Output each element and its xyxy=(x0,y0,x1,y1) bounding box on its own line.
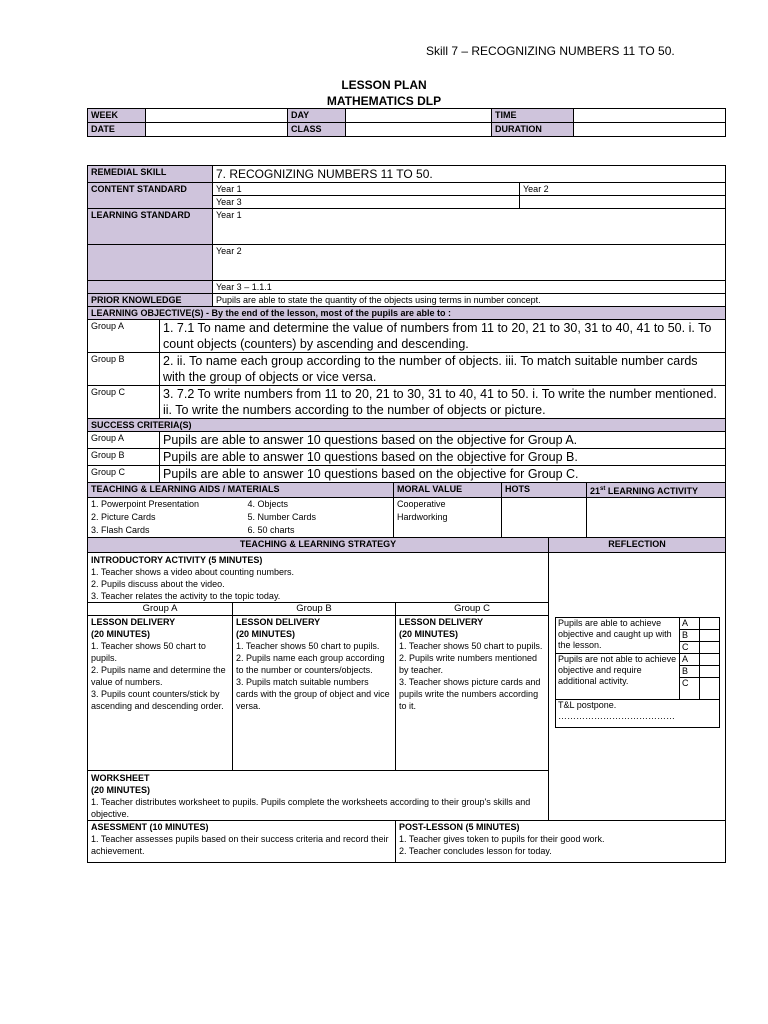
success-group-b-text: Pupils are able to answer 10 questions based on the objective for Group B. xyxy=(160,449,726,466)
objective-group-c-text: 3. 7.2 To write numbers from 11 to 20, 21 to 30, 31 to 40, 41 to 50. i. To write the number mentioned. ii. To write the numbers according to the number of objects or picture. xyxy=(160,386,726,419)
time-label: TIME xyxy=(492,109,574,123)
remedial-skill-value: 7. RECOGNIZING NUMBERS 11 TO 50. xyxy=(213,166,726,183)
introductory-activity: INTRODUCTORY ACTIVITY (5 MINUTES) 1. Teacher shows a video about counting numbers. 2. Pupils discuss about the video. 3. Teacher relates the activity to the topic today. xyxy=(88,553,549,603)
objective-group-a-label: Group A xyxy=(88,320,160,353)
content-standard-year2: Year 2 xyxy=(520,183,726,196)
reflection-not-achieved: Pupils are not able to achieve objective and require additional activity. xyxy=(556,654,680,700)
achieved-a-box[interactable] xyxy=(700,618,720,630)
reflection-header: REFLECTION xyxy=(549,538,726,553)
group-a-header: Group A xyxy=(88,603,233,616)
aids-header: TEACHING & LEARNING AIDS / MATERIALS xyxy=(88,483,394,498)
learning-objectives-header: LEARNING OBJECTIVE(S) - By the end of the lesson, most of the pupils are able to : xyxy=(88,307,726,320)
objective-group-b-label: Group B xyxy=(88,353,160,386)
achieved-b-box[interactable] xyxy=(700,630,720,642)
success-group-b-label: Group B xyxy=(88,449,160,466)
subject-title: MATHEMATICS DLP xyxy=(326,94,442,108)
objective-group-c-label: Group C xyxy=(88,386,160,419)
header-table xyxy=(87,108,726,137)
date-value[interactable] xyxy=(146,123,288,137)
learning-standard-label: LEARNING STANDARD xyxy=(88,209,213,245)
objective-group-b-text: 2. ii. To name each group according to the number of objects. iii. To match suitable number cards with the group of objects or vice versa. xyxy=(160,353,726,386)
learning-standard-blank xyxy=(88,245,213,281)
reflection-postpone: T&L postpone. ………………………………… xyxy=(556,700,720,728)
prior-knowledge-label: PRIOR KNOWLEDGE xyxy=(88,294,213,307)
not-achieved-letter-b: B xyxy=(680,666,700,678)
reflection-achieved: Pupils are able to achieve objective and caught up with the lesson. xyxy=(556,618,680,654)
learning-standard-year1: Year 1 xyxy=(213,209,726,245)
learning-activity-header: 21st LEARNING ACTIVITY xyxy=(587,483,726,498)
group-c-header: Group C xyxy=(396,603,549,616)
worksheet-section: WORKSHEET (20 MINUTES) 1. Teacher distributes worksheet to pupils. Pupils complete the worksheets according to their group's skills and objective. xyxy=(88,771,549,821)
week-label: WEEK xyxy=(88,109,146,123)
hots-header: HOTS xyxy=(502,483,587,498)
objective-group-a-text: 1. 7.1 To name and determine the value of numbers from 11 to 20, 21 to 30, 31 to 40, 41 to 50. i. To count objects (counters) by ascending and descending. xyxy=(160,320,726,353)
moral-value-header: MORAL VALUE xyxy=(394,483,502,498)
not-achieved-letter-a: A xyxy=(680,654,700,666)
assessment-section: ASESSMENT (10 MINUTES) 1. Teacher assesses pupils based on their success criteria and record their achievement. xyxy=(88,821,396,863)
success-criteria-header: SUCCESS CRITERIA(S) xyxy=(88,419,726,432)
success-group-c-label: Group C xyxy=(88,466,160,483)
learning-standard-year2: Year 2 xyxy=(213,245,726,281)
learning-standard-year3: Year 3 – 1.1.1 xyxy=(213,281,726,294)
time-value[interactable] xyxy=(574,109,726,123)
lesson-table xyxy=(87,165,726,540)
group-b-header: Group B xyxy=(233,603,396,616)
moral-value-cell: Cooperative Hardworking xyxy=(394,498,502,540)
achieved-letter-b: B xyxy=(680,630,700,642)
remedial-skill-label: REMEDIAL SKILL xyxy=(88,166,213,183)
reflection-table xyxy=(555,617,720,728)
day-value[interactable] xyxy=(346,109,492,123)
not-achieved-b-box[interactable] xyxy=(700,666,720,678)
success-group-c-text: Pupils are able to answer 10 questions based on the objective for Group C. xyxy=(160,466,726,483)
learning-standard-blank-2 xyxy=(88,281,213,294)
lesson-plan-title: LESSON PLAN xyxy=(341,78,427,92)
lesson-delivery-group-c: LESSON DELIVERY (20 MINUTES) 1. Teacher shows 50 chart to pupils. 2. Pupils write numbers mentioned by teacher. 3. Teacher shows picture cards and pupils write the numbers according to it. xyxy=(396,616,549,771)
prior-knowledge-value: Pupils are able to state the quantity of the objects using terms in number concept. xyxy=(213,294,726,307)
day-label: DAY xyxy=(288,109,346,123)
success-group-a-text: Pupils are able to answer 10 questions based on the objective for Group A. xyxy=(160,432,726,449)
skill-title: Skill 7 – RECOGNIZING NUMBERS 11 TO 50. xyxy=(426,44,675,58)
not-achieved-a-box[interactable] xyxy=(700,654,720,666)
duration-value[interactable] xyxy=(574,123,726,137)
not-achieved-letter-c: C xyxy=(680,678,700,700)
lesson-delivery-group-b: LESSON DELIVERY (20 MINUTES) 1. Teacher shows 50 chart to pupils. 2. Pupils name each group according to the number or counters/objects. 3. Pupils match suitable numbers cards with the group of object and vice versa. xyxy=(233,616,396,771)
date-label: DATE xyxy=(88,123,146,137)
reflection-cell xyxy=(549,553,726,821)
not-achieved-c-box[interactable] xyxy=(700,678,720,700)
post-lesson-section: POST-LESSON (5 MINUTES) 1. Teacher gives token to pupils for their good work. 2. Teacher concludes lesson for today. xyxy=(396,821,726,863)
class-value[interactable] xyxy=(346,123,492,137)
success-group-a-label: Group A xyxy=(88,432,160,449)
learning-activity-cell xyxy=(587,498,726,540)
strategy-table xyxy=(87,537,726,863)
aids-column-2: 4. Objects 5. Number Cards 6. 50 charts xyxy=(245,498,394,540)
week-value[interactable] xyxy=(146,109,288,123)
content-standard-year1: Year 1 xyxy=(213,183,520,196)
lesson-delivery-group-a: LESSON DELIVERY (20 MINUTES) 1. Teacher shows 50 chart to pupils. 2. Pupils name and determine the value of numbers. 3. Pupils count counters/stick by ascending and descending order. xyxy=(88,616,233,771)
duration-label: DURATION xyxy=(492,123,574,137)
achieved-letter-a: A xyxy=(680,618,700,630)
achieved-c-box[interactable] xyxy=(700,642,720,654)
achieved-letter-c: C xyxy=(680,642,700,654)
hots-cell xyxy=(502,498,587,540)
content-standard-year3: Year 3 xyxy=(213,196,520,209)
aids-column-1: 1. Powerpoint Presentation 2. Picture Cards 3. Flash Cards xyxy=(88,498,245,540)
content-standard-label: CONTENT STANDARD xyxy=(88,183,213,209)
class-label: CLASS xyxy=(288,123,346,137)
strategy-header: TEACHING & LEARNING STRATEGY xyxy=(88,538,549,553)
